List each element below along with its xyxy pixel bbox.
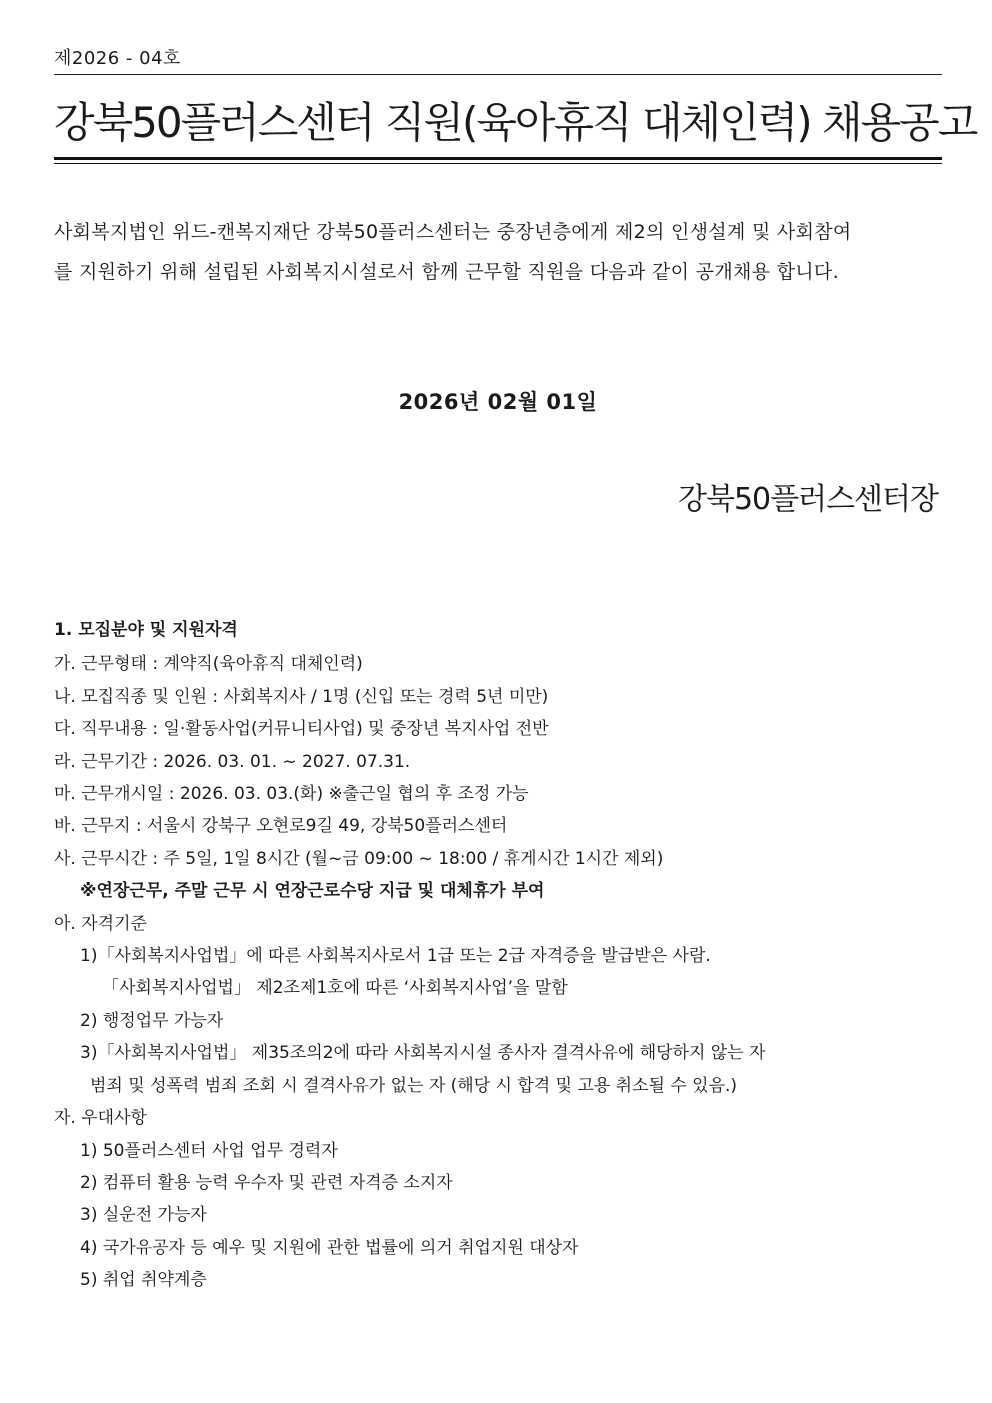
item-start-date: 마. 근무개시일 : 2026. 03. 03.(화) ※출근일 협의 후 조정 가능 (54, 784, 529, 805)
preference-4: 4) 국가유공자 등 예우 및 지원에 관한 법률에 의거 취업지원 대상자 (80, 1237, 579, 1258)
item-location: 바. 근무지 : 서울시 강북구 오현로9길 49, 강북50플러스센터 (54, 816, 508, 837)
qualification-1-note: 「사회복지사업법」 제2조제1호에 따른 ‘사회복지사업’을 말함 (102, 978, 568, 999)
qualification-3-note: 범죄 및 성폭력 범죄 조회 시 결격사유가 없는 자 (해당 시 합격 및 고용 취소될 수 있음.) (90, 1075, 738, 1096)
document-number: 제2026 - 04호 (54, 48, 181, 69)
signer-name: 강북50플러스센터장 (677, 482, 938, 517)
qualification-1: 1)「사회복지사업법」에 따른 사회복지사로서 1급 또는 2급 자격증을 발급받은 사람. (80, 946, 711, 967)
preference-5: 5) 취업 취약계층 (80, 1270, 207, 1291)
intro-paragraph (54, 212, 942, 292)
item-qualifications: 아. 자격기준 (54, 913, 147, 934)
item-employment-type: 가. 근무형태 : 계약직(육아휴직 대체인력) (54, 654, 363, 675)
item-preferences: 자. 우대사항 (54, 1108, 147, 1129)
qualification-3: 3)「사회복지사업법」 제35조의2에 따라 사회복지시설 종사자 결격사유에 해당하지 않는 자 (80, 1043, 766, 1064)
section-heading: 1. 모집분야 및 지원자격 (54, 620, 238, 640)
preference-3: 3) 실운전 가능자 (80, 1205, 207, 1226)
section-recruitment (54, 614, 942, 1297)
intro-line-1: 사회복지법인 위드-캔복지재단 강북50플러스센터는 중장년층에게 제2의 인생설계 및 사회참여 (54, 221, 852, 243)
title-divider-thin (54, 163, 942, 164)
notice-date: 2026년 02월 01일 (398, 390, 598, 414)
preference-1: 1) 50플러스센터 사업 업무 경력자 (80, 1140, 338, 1161)
page-title: 강북50플러스센터 직원(육아휴직 대체인력) 채용공고 (54, 98, 977, 147)
qualification-2: 2) 행정업무 가능자 (80, 1010, 224, 1031)
item-work-hours: 사. 근무시간 : 주 5일, 1일 8시간 (월~금 09:00 ~ 18:00 / 휴게시간 1시간 제외) (54, 848, 664, 869)
item-work-hours-note: ※연장근무, 주말 근무 시 연장근로수당 지급 및 대체휴가 부여 (80, 881, 545, 902)
title-divider-thick (54, 157, 942, 160)
intro-line-2: 를 지원하기 위해 설립된 사회복지시설로서 함께 근무할 직원을 다음과 같이 공개채용 합니다. (54, 261, 839, 283)
item-period: 라. 근무기간 : 2026. 03. 01. ~ 2027. 07.31. (54, 751, 411, 772)
item-position: 나. 모집직종 및 인원 : 사회복지사 / 1명 (신입 또는 경력 5년 미만) (54, 686, 549, 707)
top-divider (54, 74, 942, 75)
preference-2: 2) 컴퓨터 활용 능력 우수자 및 관련 자격증 소지자 (80, 1172, 453, 1193)
item-duties: 다. 직무내용 : 일·활동사업(커뮤니티사업) 및 중장년 복지사업 전반 (54, 719, 549, 740)
